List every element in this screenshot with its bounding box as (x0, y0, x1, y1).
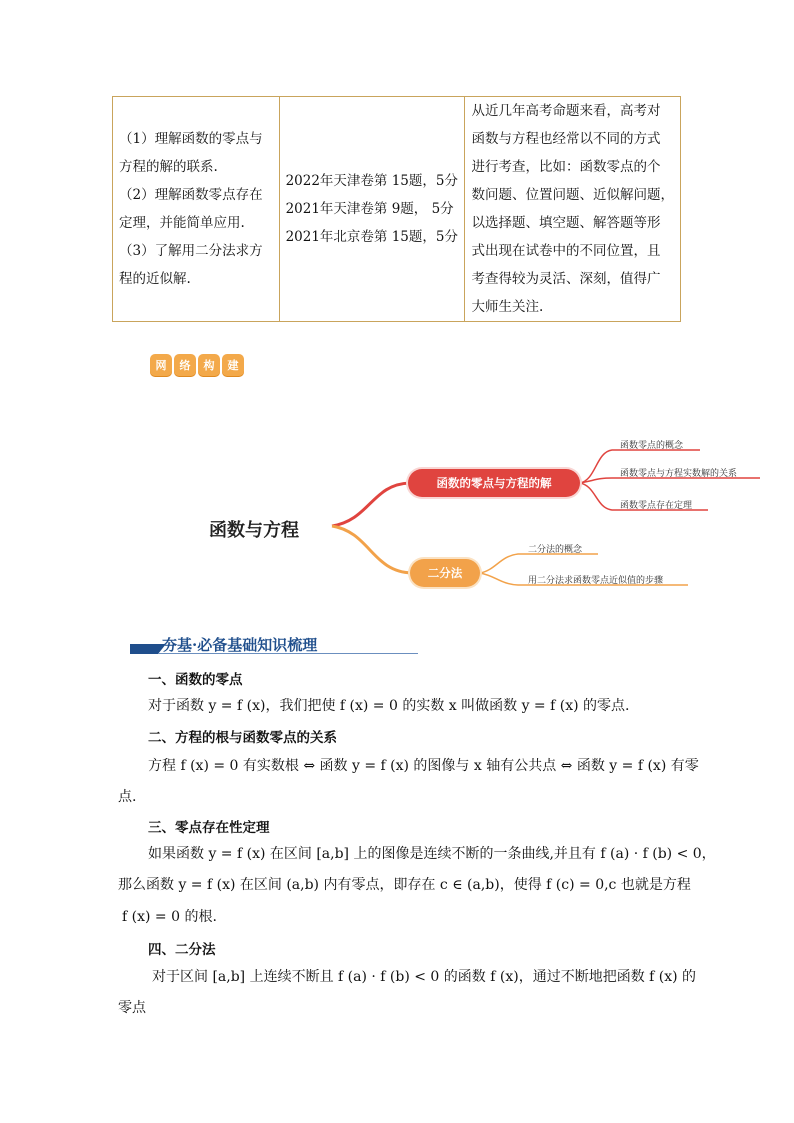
analysis-cell (465, 97, 681, 322)
para-zero-point: 对于函数 y = f (x)，我们把使 f (x) = 0 的实数 x 叫做函数 y = f (x) 的零点. (148, 698, 630, 714)
heading-existence-theorem: 三、零点存在性定理 (148, 820, 270, 836)
objective-line: （3）了解用二分法求方 (119, 243, 263, 259)
objective-line: 定理，并能简单应用. (119, 215, 245, 231)
analysis-line: 式出现在试卷中的不同位置，且 (471, 243, 661, 259)
leaf-existence-theorem: 函数零点存在定理 (620, 501, 693, 511)
network-construction-badge (150, 354, 246, 376)
badge-char: 建 (222, 354, 244, 376)
connector-root-branch1 (332, 483, 410, 526)
analysis-line: 数问题、位置问题、近似解问题， (471, 187, 674, 203)
connector-leaf-4 (480, 554, 598, 573)
heading-bisection: 四、二分法 (148, 942, 216, 958)
leaf-zero-concept: 函数零点的概念 (620, 441, 684, 451)
para-theorem-3: f (x) = 0 的根. (122, 909, 217, 925)
analysis-line: 从近几年高考命题来看，高考对 (471, 103, 661, 119)
badge-char: 构 (198, 354, 220, 376)
exam-source: 2021年北京卷第 15题，5分 (285, 229, 458, 245)
section-title: 夯基·必备基础知识梳理 (162, 636, 318, 654)
exam-sources-cell (279, 97, 465, 322)
para-root-relation-2: 点. (118, 789, 137, 805)
para-theorem-1: 如果函数 y = f (x) 在区间 [a,b] 上的图像是连续不断的一条曲线,并且有 f (a) · f (b) < 0， (148, 846, 716, 862)
para-root-relation-1: 方程 f (x) = 0 有实数根 ⇔ 函数 y = f (x) 的图像与 x 轴有公共点 ⇔ 函数 y = f (x) 有零 (148, 758, 699, 774)
leaf-zero-relation: 函数零点与方程实数解的关系 (620, 469, 738, 479)
objective-line: 程的近似解. (119, 271, 191, 287)
leaf-bisection-concept: 二分法的概念 (528, 545, 583, 555)
heading-root-relation: 二、方程的根与函数零点的关系 (148, 730, 337, 746)
para-bisection-1: 对于区间 [a,b] 上连续不断且 f (a) · f (b) < 0 的函数 f (x)，通过不断地把函数 f (x) 的 (152, 969, 697, 985)
analysis-line: 以选择题、填空题、解答题等形 (471, 215, 661, 231)
exam-source: 2022年天津卷第 15题，5分 (285, 173, 458, 189)
leaf-bisection-steps: 用二分法求函数零点近似值的步骤 (528, 576, 664, 586)
requirements-table (112, 96, 681, 322)
badge-char: 网 (150, 354, 172, 376)
branch-zero-points: 函数的零点与方程的解 (408, 469, 580, 497)
branch-bisection: 二分法 (410, 559, 480, 587)
heading-zero-point: 一、函数的零点 (148, 672, 243, 688)
connector-root-branch2 (332, 526, 412, 573)
analysis-line: 考查得较为灵活、深刻，值得广 (471, 271, 661, 287)
exam-source: 2021年天津卷第 9题， 5分 (285, 201, 454, 217)
objectives-cell (113, 97, 280, 322)
objective-line: （2）理解函数零点存在 (119, 187, 263, 203)
analysis-line: 大师生关注. (471, 299, 544, 315)
analysis-line: 函数与方程也经常以不同的方式 (471, 131, 661, 147)
mind-map-root: 函数与方程 (209, 520, 299, 541)
badge-char: 络 (174, 354, 196, 376)
mind-map (0, 420, 794, 610)
section-bar (130, 644, 158, 654)
objective-line: （1）理解函数的零点与 (119, 131, 263, 147)
section-header (130, 634, 418, 656)
para-theorem-2: 那么函数 y = f (x) 在区间 (a,b) 内有零点，即存在 c ∈ (a,b)，使得 f (c) = 0,c 也就是方程 (118, 877, 691, 893)
objective-line: 方程的解的联系. (119, 159, 218, 175)
para-bisection-2: 零点 (118, 1000, 146, 1016)
analysis-line: 进行考查，比如：函数零点的个 (471, 159, 661, 175)
